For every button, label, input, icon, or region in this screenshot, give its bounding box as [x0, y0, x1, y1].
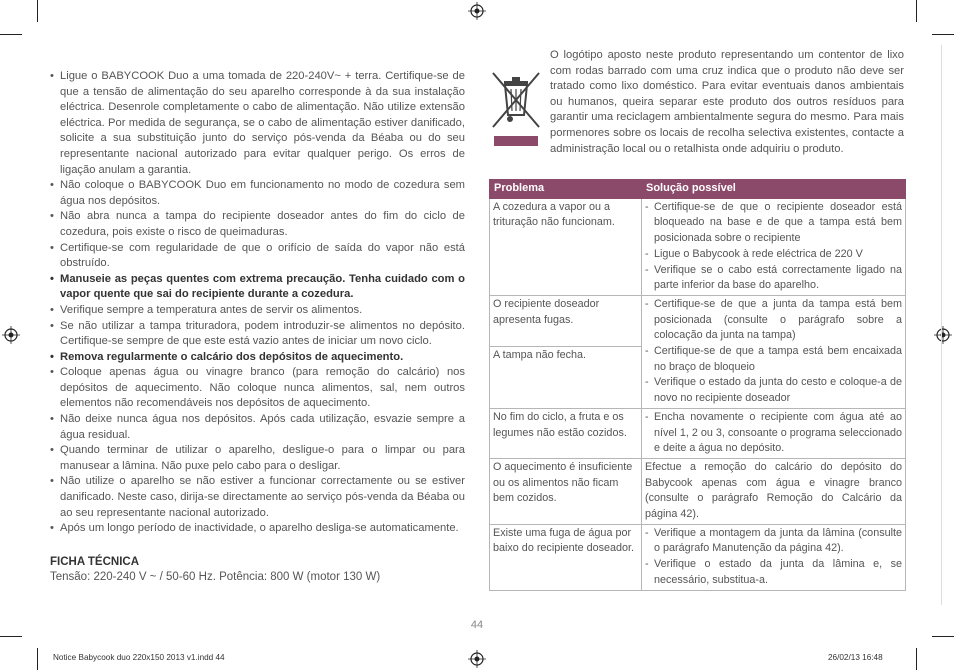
crop-mark: [0, 34, 22, 35]
footer-file-info: Notice Babycook duo 220x150 2013 v1.indd 44: [53, 653, 225, 662]
bullet-item: • Certifique-se com regularidade de que o orifício de saída do vapor não está obstruído.: [50, 241, 465, 272]
bullet-item: • Não abra nunca a tampa do recipiente doseador antes do fim do ciclo de cozedura, pois existe o risco de queimaduras.: [50, 209, 465, 240]
weee-disposal-text: O logótipo aposto neste produto representando um contentor de lixo com rodas barrado com uma cruz indica que o produto não deve ser tratado como lixo doméstico. Para evitar eventuais danos ambientais ou humanos, queira separar este produto dos outros resíduos para garantir uma reciclagem ambientalmente segura do mesmo. Para mais pormenores sobre os locais de recolha selectiva existentes, contacte a administração local ou o retalhista onde adquiriu o produto.: [550, 49, 904, 155]
table-row: [490, 458, 906, 524]
bullet-item: • Não deixe nunca água nos depósitos. Após cada utilização, esvazie sempre a água residual.: [50, 412, 465, 443]
crop-mark: [0, 636, 22, 637]
table-header-row: [490, 180, 906, 199]
solution-item: - Certifique-se de que a junta da tampa está bem posicionada (consulte o parágrafo sobre a colocação da junta na tampa): [645, 297, 902, 344]
bullet-item: • Após um longo período de inactividade, o aparelho desliga-se automaticamente.: [50, 521, 465, 537]
solution-cell: Efectue a remoção do calcário do depósito do Babycook apenas com água e vinagre branco (consulte o parágrafo Remoção do Calcário da página 42).: [642, 458, 906, 524]
problem-cell: O aquecimento é insuficiente ou os alimentos não ficam bem cozidos.: [490, 458, 642, 524]
column-header-problem: Problema: [490, 180, 642, 199]
crop-mark: [932, 636, 954, 637]
problem-cell: Existe uma fuga de água por baixo do recipiente doseador.: [490, 524, 642, 590]
page-number: 44: [470, 619, 484, 631]
solution-item: - Certifique-se de que a tampa está bem encaixada no braço de bloqueio: [645, 344, 902, 375]
ficha-tecnica-line: Tensão: 220-240 V ~ / 50-60 Hz. Potência: 800 W (motor 130 W): [50, 571, 381, 584]
problem-cell: A tampa não fecha.: [490, 347, 642, 409]
bullet-item: • Coloque apenas água ou vinagre branco (para remoção do calcário) nos depósitos de aquecimento. Não coloque nunca alimentos, sal, nem outros elementos não recomendáveis nos depósitos de aquecimento.: [50, 365, 465, 412]
bullet-item: • Não utilize o aparelho se não estiver a funcionar correctamente ou se estiver danificado. Neste caso, dirija-se directamente ao serviço pós-venda da Béaba ou ao seu representante nacional autorizado.: [50, 474, 465, 521]
table-row: [490, 408, 906, 458]
crop-mark: [916, 648, 917, 670]
problem-cell: A cozedura a vapor ou a trituração não funcionam.: [490, 198, 642, 295]
crop-mark: [916, 0, 917, 22]
table-row: [490, 295, 906, 346]
table-row: [490, 198, 906, 295]
registration-mark-icon: [468, 2, 486, 20]
registration-mark-icon: [934, 326, 952, 344]
solution-cell: [642, 295, 906, 408]
ficha-tecnica-heading: FICHA TÉCNICA: [50, 555, 140, 568]
problem-cell: O recipiente doseador apresenta fugas.: [490, 295, 642, 346]
page-edge-line: [941, 45, 942, 605]
crop-mark: [932, 34, 954, 35]
crop-mark: [37, 648, 38, 670]
solution-item: - Verifique se o cabo está correctamente ligado na parte inferior da base do aparelho.: [645, 263, 902, 294]
bullet-item-bold: • Remova regularmente o calcário dos depósitos de aquecimento.: [50, 350, 465, 366]
bullet-item: • Se não utilizar a tampa trituradora, podem introduzir-se alimentos no depósito. Certifique-se sempre de que este está vazio antes de iniciar um novo ciclo.: [50, 319, 465, 350]
solution-item: - Certifique-se de que o recipiente doseador está bloqueado na base e de que a tampa está bem posicionada sobre o recipiente: [645, 200, 902, 247]
registration-mark-icon: [2, 326, 20, 344]
problem-cell: No fim do ciclo, a fruta e os legumes não estão cozidos.: [490, 408, 642, 458]
solution-item: - Ligue o Babycook à rede eléctrica de 220 V: [645, 247, 902, 263]
bullet-item: • Quando terminar de utilizar o aparelho, desligue-o para o limpar ou para manusear a lâmina. Não puxe pelo cabo para o desligar.: [50, 443, 465, 474]
crop-mark: [37, 0, 38, 22]
solution-item: - Verifique o estado da junta da lâmina e, se necessário, substitua-a.: [645, 557, 902, 588]
bullet-item: • Verifique sempre a temperatura antes de servir os alimentos.: [50, 303, 465, 319]
solution-item: - Verifique o estado da junta do cesto e coloque-a de novo no recipiente doseador: [645, 375, 902, 406]
registration-mark-icon: [468, 650, 486, 668]
solution-item: - Encha novamente o recipiente com água até ao nível 1, 2 ou 3, consoante o programa seleccionado e deite a água no depósito.: [645, 410, 902, 457]
safety-instructions: [50, 69, 465, 586]
bullet-item: • Não coloque o BABYCOOK Duo em funcionamento no modo de cozedura sem água nos depósitos.: [50, 178, 465, 209]
crossed-out-wheelie-bin-icon: [490, 69, 542, 149]
table-row: [490, 524, 906, 590]
troubleshooting-table: [489, 179, 906, 591]
solution-cell: [642, 524, 906, 590]
bullet-item: • Ligue o BABYCOOK Duo a uma tomada de 220-240V~ + terra. Certifique-se de que a tensão de alimentação do seu aparelho corresponde à da sua instalação eléctrica. Desenrole completamente o cabo de alimentação. Não utilize extensão eléctrica. Por medida de segurança, se o cabo de alimentação estiver danificado, solicite a sua substituição junto do serviço pós-venda da Béaba ou do seu representante nacional autorizado para evitar qualquer perigo. Os erros de ligação anulam a garantia.: [50, 69, 465, 178]
solution-cell: [642, 198, 906, 295]
solution-cell: [642, 408, 906, 458]
solution-item: - Verifique a montagem da junta da lâmina (consulte o parágrafo Manutenção da página 42).: [645, 526, 902, 557]
column-header-solution: Solução possível: [642, 180, 906, 199]
bullet-item-bold: • Manuseie as peças quentes com extrema precaução. Tenha cuidado com o vapor quente que sai do recipiente durante a cozedura.: [50, 272, 465, 303]
footer-timestamp: 26/02/13 16:48: [828, 653, 883, 662]
